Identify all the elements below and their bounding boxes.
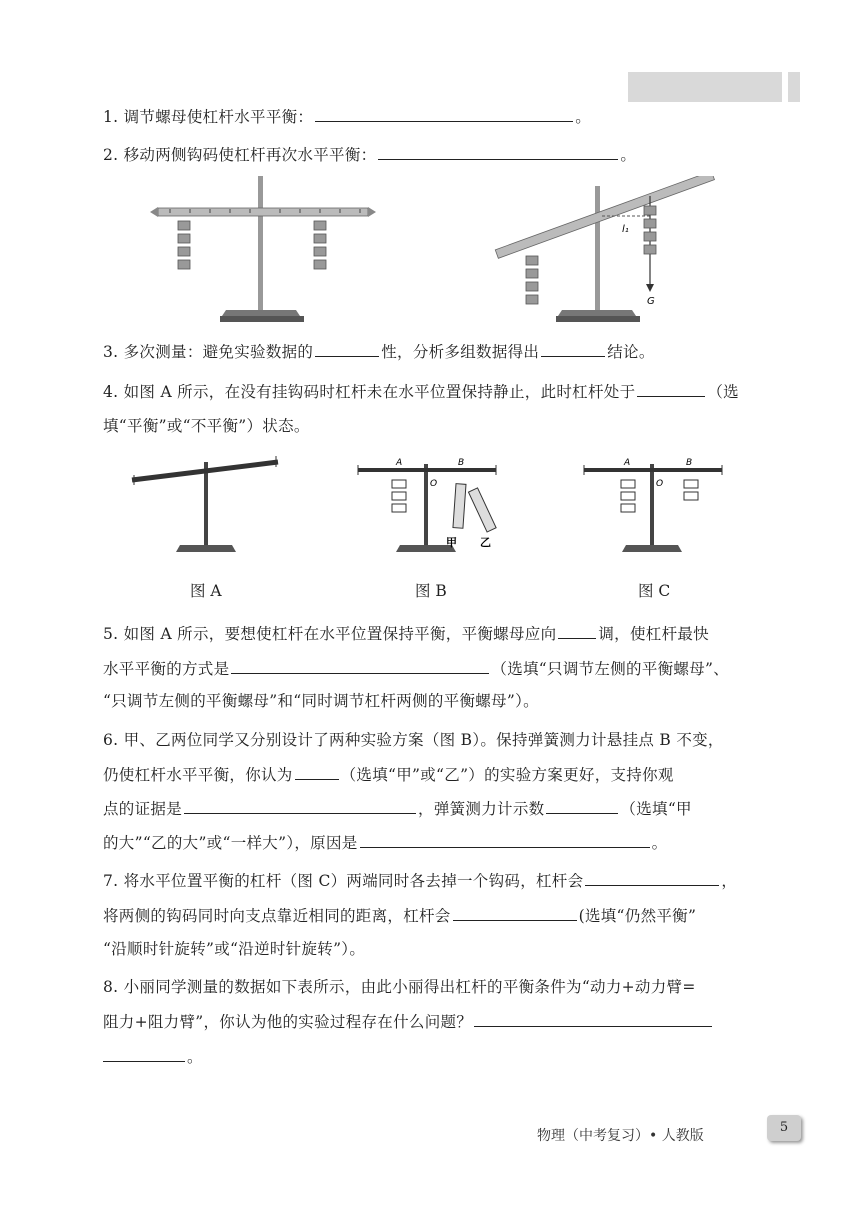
fig-c-label-a: A: [624, 458, 631, 468]
question-1: [103, 106, 591, 127]
q7-c: 将两侧的钩码同时向支点靠近相同的距离，杠杆会: [103, 907, 451, 925]
question-7-line-2: [103, 905, 696, 926]
q5-b: 调，使杠杆最快: [598, 625, 709, 643]
question-4-line-2: 填“平衡”或“不平衡”）状态。: [103, 417, 310, 435]
q7-blank-1: [585, 870, 719, 886]
q6-f: （选填“甲: [620, 800, 692, 818]
g-label: G: [647, 296, 655, 307]
caption-figure-a: 图 A: [190, 582, 222, 600]
caption-figure-b: 图 B: [415, 582, 447, 600]
q6-h: 。: [651, 834, 668, 852]
q1-blank: [315, 106, 573, 122]
q8-end: 。: [187, 1048, 203, 1066]
q6-b: 仍使杠杆水平平衡，你认为: [103, 766, 293, 784]
question-5-line-2: [103, 658, 729, 679]
q6-blank-4: [360, 832, 650, 848]
q6-g: 的大”“乙的大”或“一样大”），原因是: [103, 834, 358, 852]
question-6-line-2: [103, 764, 674, 785]
question-8-line-3: [103, 1046, 203, 1067]
q3-b: 性，分析多组数据得出: [381, 343, 540, 361]
q2-blank: [378, 144, 618, 160]
question-5-line-1: [103, 623, 709, 644]
question-7-line-3: “沿顺时针旋转”或“沿逆时针旋转”）。: [103, 940, 366, 958]
q8-b: 阻力+阻力臂”，你认为他的实验过程存在什么问题？: [103, 1013, 473, 1031]
q8-blank-1: [474, 1011, 712, 1027]
fig-c-label-o: O: [656, 479, 664, 489]
fig-b-label-b: B: [458, 458, 465, 468]
q5-blank-1: [558, 623, 596, 639]
question-2: [103, 144, 636, 165]
fig-b-label-o: O: [430, 479, 438, 489]
caption-figure-c: 图 C: [638, 582, 671, 600]
q6-c: （选填“甲”或“乙”）的实验方案更好，支持你观: [340, 766, 674, 784]
q4-a: 4. 如图 A 所示，在没有挂钩码时杠杆未在水平位置保持静止，此时杠杆处于: [103, 383, 636, 401]
fig-b-label-jia: 甲: [446, 536, 457, 549]
q6-blank-1: [295, 764, 339, 780]
q3-a: 3. 多次测量：避免实验数据的: [103, 343, 314, 361]
q7-b: ，: [721, 872, 738, 890]
fig-b-label-a: A: [396, 458, 403, 468]
question-8-line-2: [103, 1011, 714, 1032]
q6-e: ，弹簧测力计示数: [418, 800, 545, 818]
q3-blank-2: [541, 341, 605, 357]
page-number: 5: [767, 1115, 801, 1141]
q6-blank-3: [546, 798, 618, 814]
footer-text: 物理（中考复习）• 人教版: [537, 1128, 704, 1144]
q7-d: (选填“仍然平衡”: [578, 907, 697, 925]
question-3: [103, 341, 655, 362]
question-5-line-3: “只调节左侧的平衡螺母”和“同时调节杠杆两侧的平衡螺母”）。: [103, 692, 539, 710]
fig-c-label-b: B: [686, 458, 693, 468]
figure-b: [358, 458, 496, 552]
header-bar: [628, 72, 782, 102]
question-8-line-1: 8. 小丽同学测量的数据如下表所示，由此小丽得出杠杆的平衡条件为“动力+动力臂=: [103, 978, 696, 996]
header-tab: [788, 72, 800, 102]
q4-blank: [637, 381, 705, 397]
q6-d: 点的证据是: [103, 800, 183, 818]
q1-text: 1. 调节螺母使杠杆水平平衡：: [103, 108, 314, 126]
question-6-line-3: [103, 798, 692, 819]
q5-d: （选填“只调节左侧的平衡螺母”、: [491, 660, 730, 678]
q4-b: （选: [707, 383, 739, 401]
figure-a: [132, 456, 278, 552]
q3-c: 结论。: [607, 343, 655, 361]
q8-blank-2: [103, 1046, 185, 1062]
question-6-line-4: [103, 832, 667, 853]
q3-blank-1: [315, 341, 379, 357]
question-7-line-1: [103, 870, 737, 891]
fig-b-label-yi: 乙: [480, 536, 491, 549]
q7-blank-2: [453, 905, 577, 921]
q5-blank-2: [231, 658, 489, 674]
lever-balanced: [150, 176, 376, 322]
q5-a: 5. 如图 A 所示，要想使杠杆在水平位置保持平衡，平衡螺母应向: [103, 625, 557, 643]
q6-blank-2: [184, 798, 416, 814]
lever-tilted: [495, 176, 714, 322]
q2-end: 。: [620, 146, 637, 164]
question-4-line-1: [103, 381, 739, 402]
q2-text: 2. 移动两侧钩码使杠杆再次水平平衡：: [103, 146, 377, 164]
q7-a: 7. 将水平位置平衡的杠杆（图 C）两端同时各去掉一个钩码，杠杆会: [103, 872, 584, 890]
question-6-line-1: 6. 甲、乙两位同学又分别设计了两种实验方案（图 B）。保持弹簧测力计悬挂点 B 不变，: [103, 731, 724, 749]
lever-figures-top: [150, 176, 720, 326]
q5-c: 水平平衡的方式是: [103, 660, 230, 678]
l1-label: l₁: [622, 224, 629, 235]
figure-c: [584, 458, 722, 552]
q1-end: 。: [575, 108, 592, 126]
figures-abc: [128, 450, 738, 565]
